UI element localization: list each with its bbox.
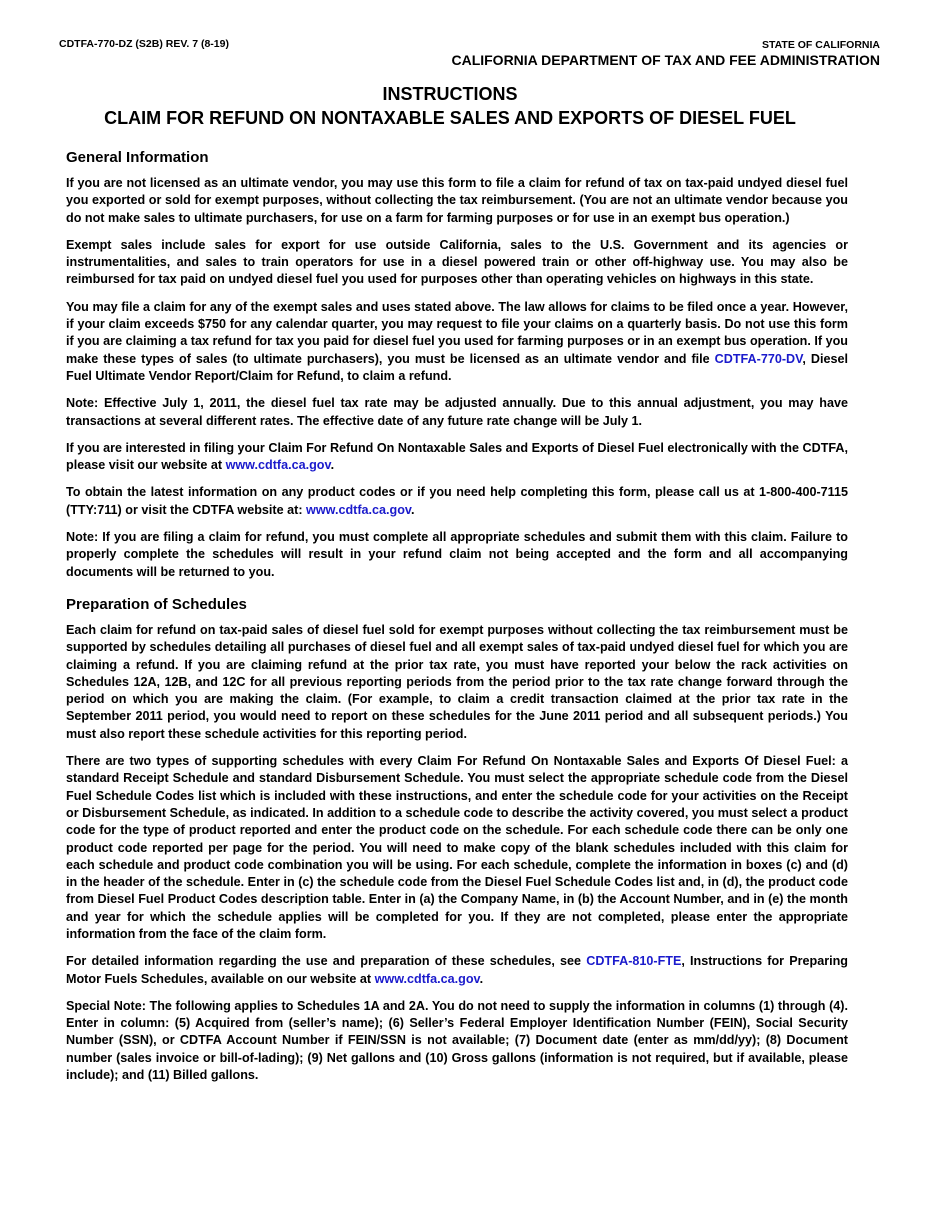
preparation-of-schedules-heading: Preparation of Schedules (66, 595, 247, 613)
general-paragraph-3 (66, 299, 848, 385)
department-label: CALIFORNIA DEPARTMENT OF TAX AND FEE ADMINISTRATION (451, 52, 880, 68)
title-instructions: INSTRUCTIONS (382, 84, 518, 104)
website-link-contact[interactable]: www.cdtfa.ca.gov (306, 502, 411, 517)
general-paragraph-electronic (66, 440, 848, 475)
schedules-detail-tail: . (479, 971, 484, 986)
instructions-body (66, 148, 848, 1094)
schedules-paragraph-3 (66, 953, 848, 988)
schedules-detail-text: For detailed information regarding the use and preparation of these schedules, see (66, 954, 587, 969)
schedules-detail-mid: , Instructions for Preparing Motor Fuels Schedules, available on our website at (66, 954, 848, 986)
contact-tail: . (411, 502, 415, 517)
general-paragraph-1: If you are not licensed as an ultimate vendor, you may use this form to file a claim for refund of tax on tax-paid undyed diesel fuel you exported or sold for exempt purposes, without collecting the tax reimbursement. (You are not an ultimate vendor because you do not make sales to ultimate purchasers, for use on a farm for farming purposes or for use in an exempt bus operation.) (66, 176, 848, 225)
note-rate-adjustment: Note: Effective July 1, 2011, the diesel fuel tax rate may be adjusted annually. Due to this annual adjustment, you may have transactions at several different rates. The effective date of any future rate change will be July 1. (66, 396, 848, 428)
general-paragraph-3-text: You may file a claim for any of the exempt sales and uses stated above. The law allows for claims to be filed once a year. However, if your claim exceeds $750 for any calendar quarter, you may request to file your claims on a quarterly basis. Do not use this form if you are claiming a tax refund for tax you paid for diesel fuel you used for farming purposes or in an exempt bus operation. If you make these types of sales (to ultimate purchasers), you must be licensed as an ultimate vendor and file (66, 299, 848, 366)
cdtfa-770-dv-link[interactable]: CDTFA-770-DV (714, 351, 803, 366)
document-title (0, 82, 900, 130)
general-paragraph-contact (66, 484, 848, 519)
schedules-paragraph-1: Each claim for refund on tax-paid sales of diesel fuel sold for exempt purposes without collecting the tax reimbursement must be supported by schedules detailing all purchases of diesel fuel and all exempt sales of tax-paid undyed diesel fuel for which you are claiming a refund. If you are claiming refund at the prior tax rate, you must have reported your below the rack activities on Schedules 12A, 12B, and 12C for all previous reporting periods from the period prior to the tax rate change forward through the period on which you are making the claim. (For example, to claim a credit transaction claimed at the prior tax rate in the September 2011 period, you would need to report on these schedules for the June 2011 period and all subsequent periods.) You must also report these schedule activities for this reporting period. (66, 622, 848, 741)
contact-text: To obtain the latest information on any product codes or if you need help completing this form, please call us at 1-800-400-7115 (TTY:711) or visit the CDTFA website at: (66, 485, 848, 517)
website-link-schedules[interactable]: www.cdtfa.ca.gov (374, 971, 480, 986)
website-link[interactable]: www.cdtfa.ca.gov (225, 458, 331, 473)
electronic-filing-tail: . (330, 458, 335, 473)
title-claim: CLAIM FOR REFUND ON NONTAXABLE SALES AND EXPORTS OF DIESEL FUEL (104, 108, 796, 128)
general-paragraph-2: Exempt sales include sales for export for use outside California, sales to the U.S. Government and its agencies or instrumentalities, and sales to train operators for use in a diesel powered train or other off-highway use. You may also be reimbursed for tax paid on undyed diesel fuel you used for purposes other than operating vehicles on highways in this state. (66, 237, 848, 287)
schedules-paragraph-2: There are two types of supporting schedules with every Claim For Refund On Nontaxable Sales and Exports Of Diesel Fuel: a standard Receipt Schedule and standard Disbursement Schedule. You must select the appropriate schedule code from the Diesel Fuel Schedule Codes list which is included with these instructions, and enter the schedule code for your activities on the Receipt or Disbursement Schedule, as indicated. In addition to a schedule code to describe the activity covered, you must select a product code for the type of product reported and enter the product code on the schedule. For each schedule code there can be only one product code reported per page for the period. You will need to make copy of the blank schedules included with this claim for each schedule and product code combination you will be using. For each schedule, complete the information in boxes (c) and (d) in the header of the schedule. Enter in (c) the schedule code from the Diesel Fuel Schedule Codes list and, in (d), the product code from Diesel Fuel Product Codes description table. Enter in (a) the Company Name, in (b) the Account Number, and in (e) the month and year for which the schedule applies will be completed for you. If they are not completed, please enter the appropriate information from the face of the claim form. (66, 754, 848, 941)
cdtfa-810-fte-link[interactable]: CDTFA-810-FTE (586, 954, 682, 969)
note-schedules-required: Note: If you are filing a claim for refund, you must complete all appropriate schedules and submit them with this claim. Failure to properly complete the schedules will result in your refund claim not being accepted and the form and all accompanying documents will be returned to you. (66, 530, 848, 579)
general-paragraph-3-tail: , Diesel Fuel Ultimate Vendor Report/Claim for Refund, to claim a refund. (66, 351, 849, 383)
state-label: STATE OF CALIFORNIA (761, 39, 880, 51)
special-note: Special Note: The following applies to Schedules 1A and 2A. You do not need to supply the information in columns (1) through (4). Enter in column: (5) Acquired from (seller’s name); (6) Seller’s Federal Employer Identification Number (FEIN), Social Security Number (SSN), or CDTFA Account Number if FEIN/SSN is not available; (7) Document date (enter as mm/dd/yy); (8) Document number (sales invoice or bill-of-lading); (9) Net gallons and (10) Gross gallons (information is not required, but if available, please include); and (11) Billed gallons. (66, 998, 848, 1083)
form-number: CDTFA-770-DZ (S2B) REV. 7 (8-19) (59, 38, 229, 50)
electronic-filing-text: If you are interested in filing your Claim For Refund On Nontaxable Sales and Exports of Diesel Fuel electronically with the CDTFA, please visit our website at (66, 440, 848, 473)
agency-header (451, 39, 880, 69)
general-information-heading: General Information (66, 149, 209, 166)
